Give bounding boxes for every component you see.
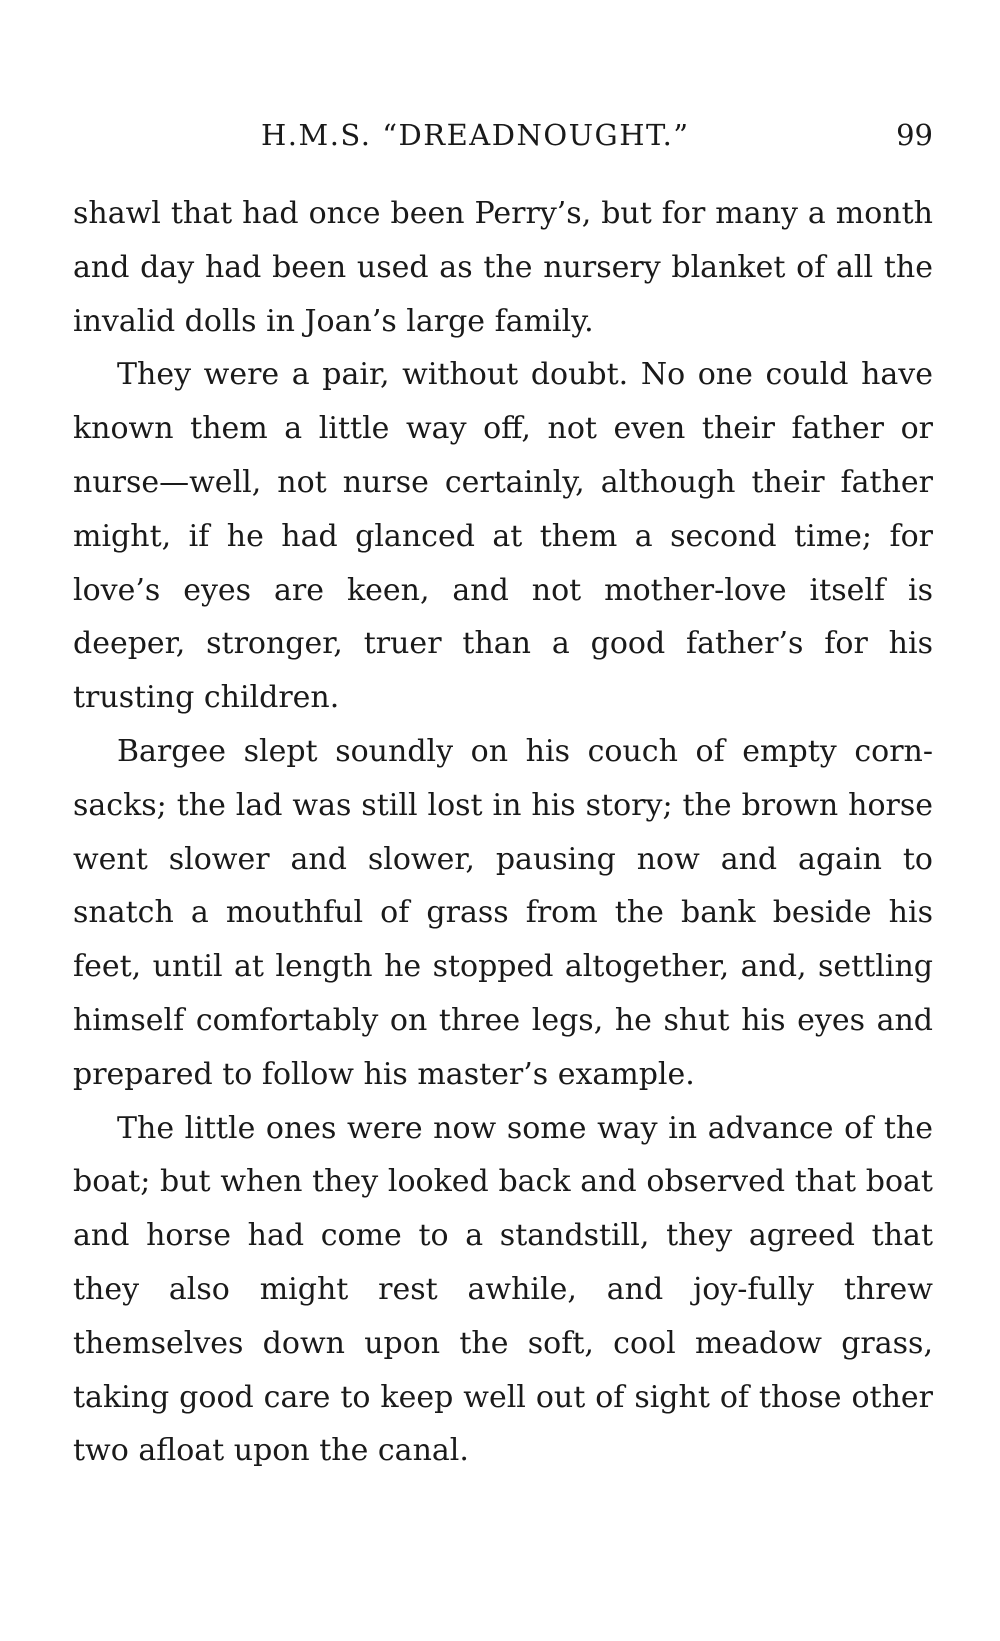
page-number: 99 bbox=[896, 118, 933, 152]
running-title: H.M.S. “DREADNOUGHT.” bbox=[261, 118, 690, 152]
paragraph: Bargee slept soundly on his couch of empty corn-sacks; the lad was still lost in his story; the brown horse went slower and slower, pausing now and again to snatch a mouthful of grass from the bank beside his feet, until at length he stopped altogether, and, settling himself comfortably on three legs, he shut his eyes and prepared to follow his master’s example. bbox=[73, 733, 933, 1092]
paragraph: The little ones were now some way in advance of the boat; but when they looked back and observed that boat and horse had come to a standstill, they agreed that they also might rest awhile, and joy-fully threw themselves down upon the soft, cool meadow grass, taking good care to keep well out of sight of those other two afloat upon the canal. bbox=[73, 1110, 933, 1469]
body-text bbox=[73, 187, 933, 1478]
paragraph-continued: shawl that had once been Perry’s, but for many a month and day had been used as the nursery blanket of all the invalid dolls in Joan’s large family. bbox=[73, 196, 933, 339]
paragraph: They were a pair, without doubt. No one could have known them a little way off, not even their father or nurse—well, not nurse certainly, although their father might, if he had glanced at them a second time; for love’s eyes are keen, and not mother-love itself is deeper, stronger, truer than a good father’s for his trusting children. bbox=[73, 357, 933, 716]
running-head bbox=[73, 118, 933, 164]
